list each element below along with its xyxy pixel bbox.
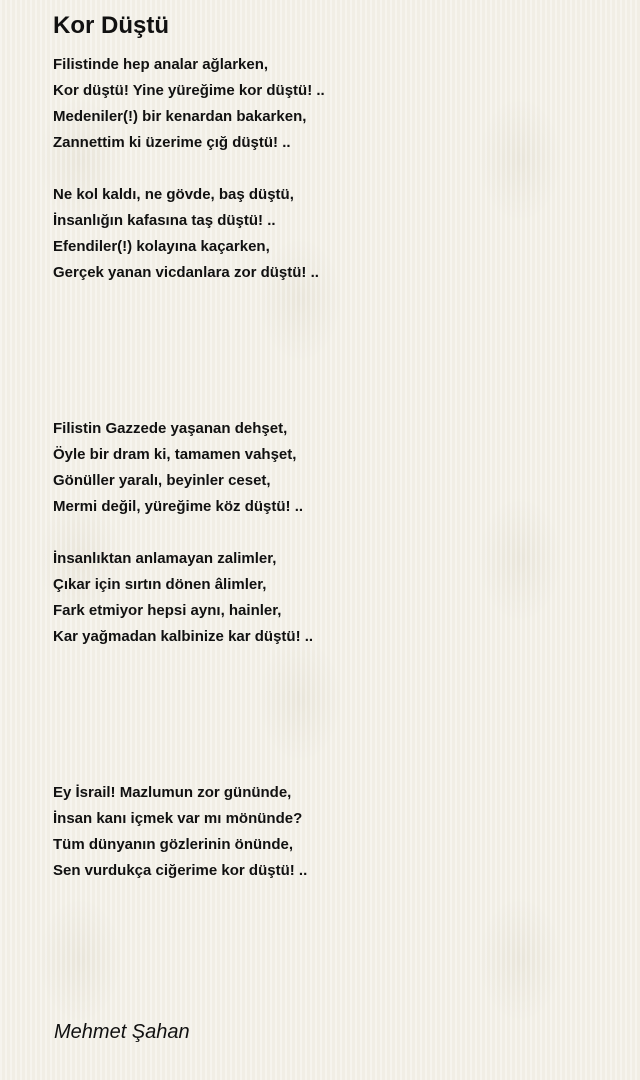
stanza-1 (53, 52, 613, 156)
poem-line: Gerçek yanan vicdanlara zor düştü! .. (53, 264, 319, 281)
poem-line: Efendiler(!) kolayına kaçarken, (53, 238, 270, 255)
stanza-3 (53, 416, 613, 520)
poem-line: Kar yağmadan kalbinize kar düştü! .. (53, 628, 314, 645)
poem-line: Zannettim ki üzerime çığ düştü! .. (53, 134, 291, 151)
poem-title: Kor Düştü (53, 12, 169, 39)
poem-body (53, 52, 613, 910)
poem-line: Ne kol kaldı, ne gövde, baş düştü, (53, 186, 294, 203)
poem-line: İnsan kanı içmek var mı mönünde? (53, 810, 303, 827)
poem-line: İnsanlıktan anlamayan zalimler, (53, 550, 277, 567)
poem-line: Öyle bir dram ki, tamamen vahşet, (53, 446, 297, 463)
poem-line: Kor düştü! Yine yüreğime kor düştü! .. (53, 82, 325, 99)
poem-line: Filistin Gazzede yaşanan dehşet, (53, 420, 288, 437)
poem-line: Fark etmiyor hepsi aynı, hainler, (53, 602, 282, 619)
poem-line: Mermi değil, yüreğime köz düştü! .. (53, 498, 304, 515)
stanza-2 (53, 182, 613, 286)
poem-line: Çıkar için sırtın dönen âlimler, (53, 576, 267, 593)
stanza-4 (53, 546, 613, 650)
stanza-5 (53, 780, 613, 884)
poem-line: Filistinde hep analar ağlarken, (53, 56, 269, 73)
poem-line: Tüm dünyanın gözlerinin önünde, (53, 836, 293, 853)
poem-line: İnsanlığın kafasına taş düştü! .. (53, 212, 276, 229)
poem-line: Sen vurdukça ciğerime kor düştü! .. (53, 862, 308, 879)
poem-line: Gönüller yaralı, beyinler ceset, (53, 472, 271, 489)
poem-author: Mehmet Şahan (54, 1021, 190, 1043)
poem-line: Medeniler(!) bir kenardan bakarken, (53, 108, 307, 125)
poem-line: Ey İsrail! Mazlumun zor gününde, (53, 784, 292, 801)
